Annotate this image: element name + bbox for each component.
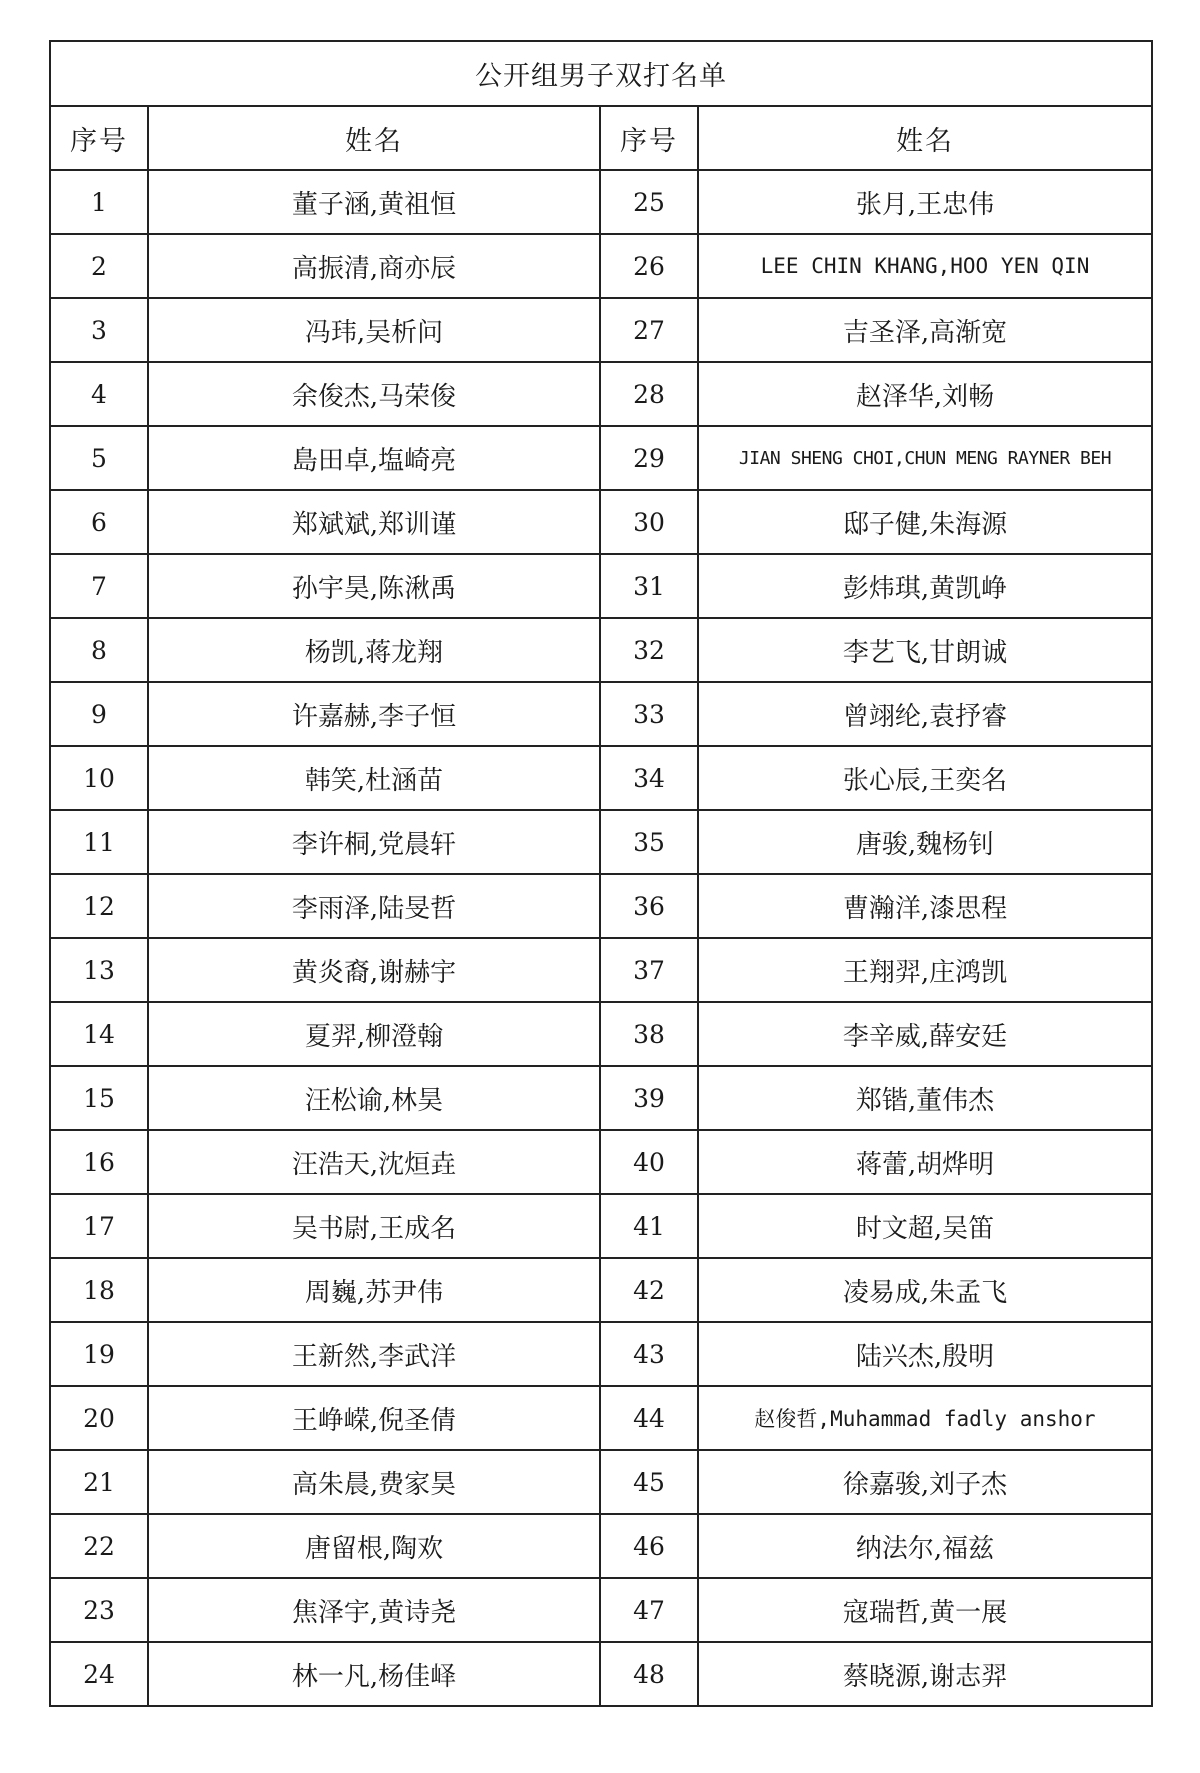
left-name-cell: 周巍,苏尹伟 — [148, 1258, 600, 1322]
left-seq-cell: 15 — [50, 1066, 148, 1130]
right-seq-cell: 34 — [600, 746, 698, 810]
roster-body — [50, 170, 1152, 1706]
table-row — [50, 490, 1152, 554]
left-seq-cell: 5 — [50, 426, 148, 490]
left-seq-cell: 1 — [50, 170, 148, 234]
left-name-cell: 李许桐,党晨轩 — [148, 810, 600, 874]
header-seq-right: 序号 — [600, 106, 698, 170]
table-row — [50, 938, 1152, 1002]
table-row — [50, 234, 1152, 298]
left-seq-cell: 21 — [50, 1450, 148, 1514]
table-row — [50, 426, 1152, 490]
header-name-right: 姓名 — [698, 106, 1152, 170]
right-seq-cell: 43 — [600, 1322, 698, 1386]
right-name-cell: LEE CHIN KHANG,HOO YEN QIN — [698, 234, 1152, 298]
table-row — [50, 1642, 1152, 1706]
right-name-cell: 曹瀚洋,漆思程 — [698, 874, 1152, 938]
left-name-cell: 杨凯,蒋龙翔 — [148, 618, 600, 682]
right-seq-cell: 48 — [600, 1642, 698, 1706]
left-name-cell: 焦泽宇,黄诗尧 — [148, 1578, 600, 1642]
table-row — [50, 554, 1152, 618]
table-row — [50, 1002, 1152, 1066]
right-name-cell: 唐骏,魏杨钊 — [698, 810, 1152, 874]
left-seq-cell: 16 — [50, 1130, 148, 1194]
table-row — [50, 1386, 1152, 1450]
table-row — [50, 1322, 1152, 1386]
right-seq-cell: 27 — [600, 298, 698, 362]
right-seq-cell: 30 — [600, 490, 698, 554]
right-seq-cell: 42 — [600, 1258, 698, 1322]
left-seq-cell: 19 — [50, 1322, 148, 1386]
right-name-cell: 凌易成,朱孟飞 — [698, 1258, 1152, 1322]
roster-sheet — [49, 40, 1151, 1707]
left-seq-cell: 23 — [50, 1578, 148, 1642]
table-row — [50, 1066, 1152, 1130]
right-name-cell: 郑锴,董伟杰 — [698, 1066, 1152, 1130]
right-name-cell: 李辛威,薛安廷 — [698, 1002, 1152, 1066]
right-name-cell: 赵泽华,刘畅 — [698, 362, 1152, 426]
left-seq-cell: 12 — [50, 874, 148, 938]
right-seq-cell: 40 — [600, 1130, 698, 1194]
left-name-cell: 高朱晨,费家昊 — [148, 1450, 600, 1514]
right-seq-cell: 33 — [600, 682, 698, 746]
left-seq-cell: 6 — [50, 490, 148, 554]
left-seq-cell: 17 — [50, 1194, 148, 1258]
doubles-roster-table — [49, 40, 1153, 1707]
table-row — [50, 1194, 1152, 1258]
table-row — [50, 746, 1152, 810]
left-seq-cell: 10 — [50, 746, 148, 810]
left-name-cell: 郑斌斌,郑训谨 — [148, 490, 600, 554]
right-name-cell: 陆兴杰,殷明 — [698, 1322, 1152, 1386]
left-seq-cell: 20 — [50, 1386, 148, 1450]
right-name-cell: 李艺飞,甘朗诚 — [698, 618, 1152, 682]
right-name-cell: 张月,王忠伟 — [698, 170, 1152, 234]
left-name-cell: 島田卓,塩崎亮 — [148, 426, 600, 490]
left-name-cell: 李雨泽,陆旻哲 — [148, 874, 600, 938]
right-name-cell: 蒋蕾,胡烨明 — [698, 1130, 1152, 1194]
right-name-cell: 张心辰,王奕名 — [698, 746, 1152, 810]
right-seq-cell: 45 — [600, 1450, 698, 1514]
right-name-cell: 邸子健,朱海源 — [698, 490, 1152, 554]
table-row — [50, 1258, 1152, 1322]
right-seq-cell: 41 — [600, 1194, 698, 1258]
left-name-cell: 韩笑,杜涵苗 — [148, 746, 600, 810]
right-name-cell: 徐嘉骏,刘子杰 — [698, 1450, 1152, 1514]
left-seq-cell: 8 — [50, 618, 148, 682]
right-name-cell: 彭炜琪,黄凯峥 — [698, 554, 1152, 618]
left-seq-cell: 22 — [50, 1514, 148, 1578]
right-seq-cell: 44 — [600, 1386, 698, 1450]
right-name-cell: 王翔羿,庄鸿凯 — [698, 938, 1152, 1002]
left-name-cell: 许嘉赫,李子恒 — [148, 682, 600, 746]
left-seq-cell: 18 — [50, 1258, 148, 1322]
right-seq-cell: 32 — [600, 618, 698, 682]
right-seq-cell: 37 — [600, 938, 698, 1002]
left-seq-cell: 13 — [50, 938, 148, 1002]
table-title: 公开组男子双打名单 — [50, 41, 1152, 106]
right-seq-cell: 31 — [600, 554, 698, 618]
left-seq-cell: 4 — [50, 362, 148, 426]
right-seq-cell: 39 — [600, 1066, 698, 1130]
header-row — [50, 106, 1152, 170]
right-name-cell: 吉圣泽,高渐宽 — [698, 298, 1152, 362]
left-seq-cell: 14 — [50, 1002, 148, 1066]
table-row — [50, 298, 1152, 362]
title-row — [50, 41, 1152, 106]
right-seq-cell: 35 — [600, 810, 698, 874]
header-name-left: 姓名 — [148, 106, 600, 170]
left-seq-cell: 24 — [50, 1642, 148, 1706]
table-row — [50, 1514, 1152, 1578]
right-name-cell: 纳法尔,福兹 — [698, 1514, 1152, 1578]
left-name-cell: 高振清,商亦辰 — [148, 234, 600, 298]
table-row — [50, 874, 1152, 938]
table-row — [50, 1578, 1152, 1642]
left-name-cell: 王峥嵘,倪圣倩 — [148, 1386, 600, 1450]
table-row — [50, 170, 1152, 234]
right-seq-cell: 29 — [600, 426, 698, 490]
table-row — [50, 682, 1152, 746]
table-row — [50, 362, 1152, 426]
right-name-cell: 曾翊纶,袁抒睿 — [698, 682, 1152, 746]
table-row — [50, 1130, 1152, 1194]
right-name-cell: 蔡晓源,谢志羿 — [698, 1642, 1152, 1706]
left-seq-cell: 9 — [50, 682, 148, 746]
right-seq-cell: 25 — [600, 170, 698, 234]
right-seq-cell: 46 — [600, 1514, 698, 1578]
right-name-cell: 寇瑞哲,黄一展 — [698, 1578, 1152, 1642]
left-name-cell: 汪浩天,沈烜垚 — [148, 1130, 600, 1194]
left-name-cell: 孙宇昊,陈湫禹 — [148, 554, 600, 618]
right-name-cell: 赵俊哲,Muhammad fadly anshor — [698, 1386, 1152, 1450]
left-name-cell: 黄炎裔,谢赫宇 — [148, 938, 600, 1002]
left-seq-cell: 3 — [50, 298, 148, 362]
table-row — [50, 618, 1152, 682]
right-seq-cell: 47 — [600, 1578, 698, 1642]
right-seq-cell: 38 — [600, 1002, 698, 1066]
left-seq-cell: 2 — [50, 234, 148, 298]
left-name-cell: 董子涵,黄祖恒 — [148, 170, 600, 234]
right-name-cell: 时文超,吴笛 — [698, 1194, 1152, 1258]
left-name-cell: 林一凡,杨佳峄 — [148, 1642, 600, 1706]
left-name-cell: 冯玮,吴析问 — [148, 298, 600, 362]
left-name-cell: 夏羿,柳澄翰 — [148, 1002, 600, 1066]
left-name-cell: 吴书尉,王成名 — [148, 1194, 600, 1258]
right-name-cell: JIAN SHENG CHOI,CHUN MENG RAYNER BEH — [698, 426, 1152, 490]
right-seq-cell: 28 — [600, 362, 698, 426]
right-seq-cell: 36 — [600, 874, 698, 938]
left-name-cell: 唐留根,陶欢 — [148, 1514, 600, 1578]
table-row — [50, 1450, 1152, 1514]
right-seq-cell: 26 — [600, 234, 698, 298]
left-seq-cell: 7 — [50, 554, 148, 618]
table-row — [50, 810, 1152, 874]
left-name-cell: 余俊杰,马荣俊 — [148, 362, 600, 426]
left-name-cell: 汪松谕,林昊 — [148, 1066, 600, 1130]
left-name-cell: 王新然,李武洋 — [148, 1322, 600, 1386]
left-seq-cell: 11 — [50, 810, 148, 874]
header-seq-left: 序号 — [50, 106, 148, 170]
